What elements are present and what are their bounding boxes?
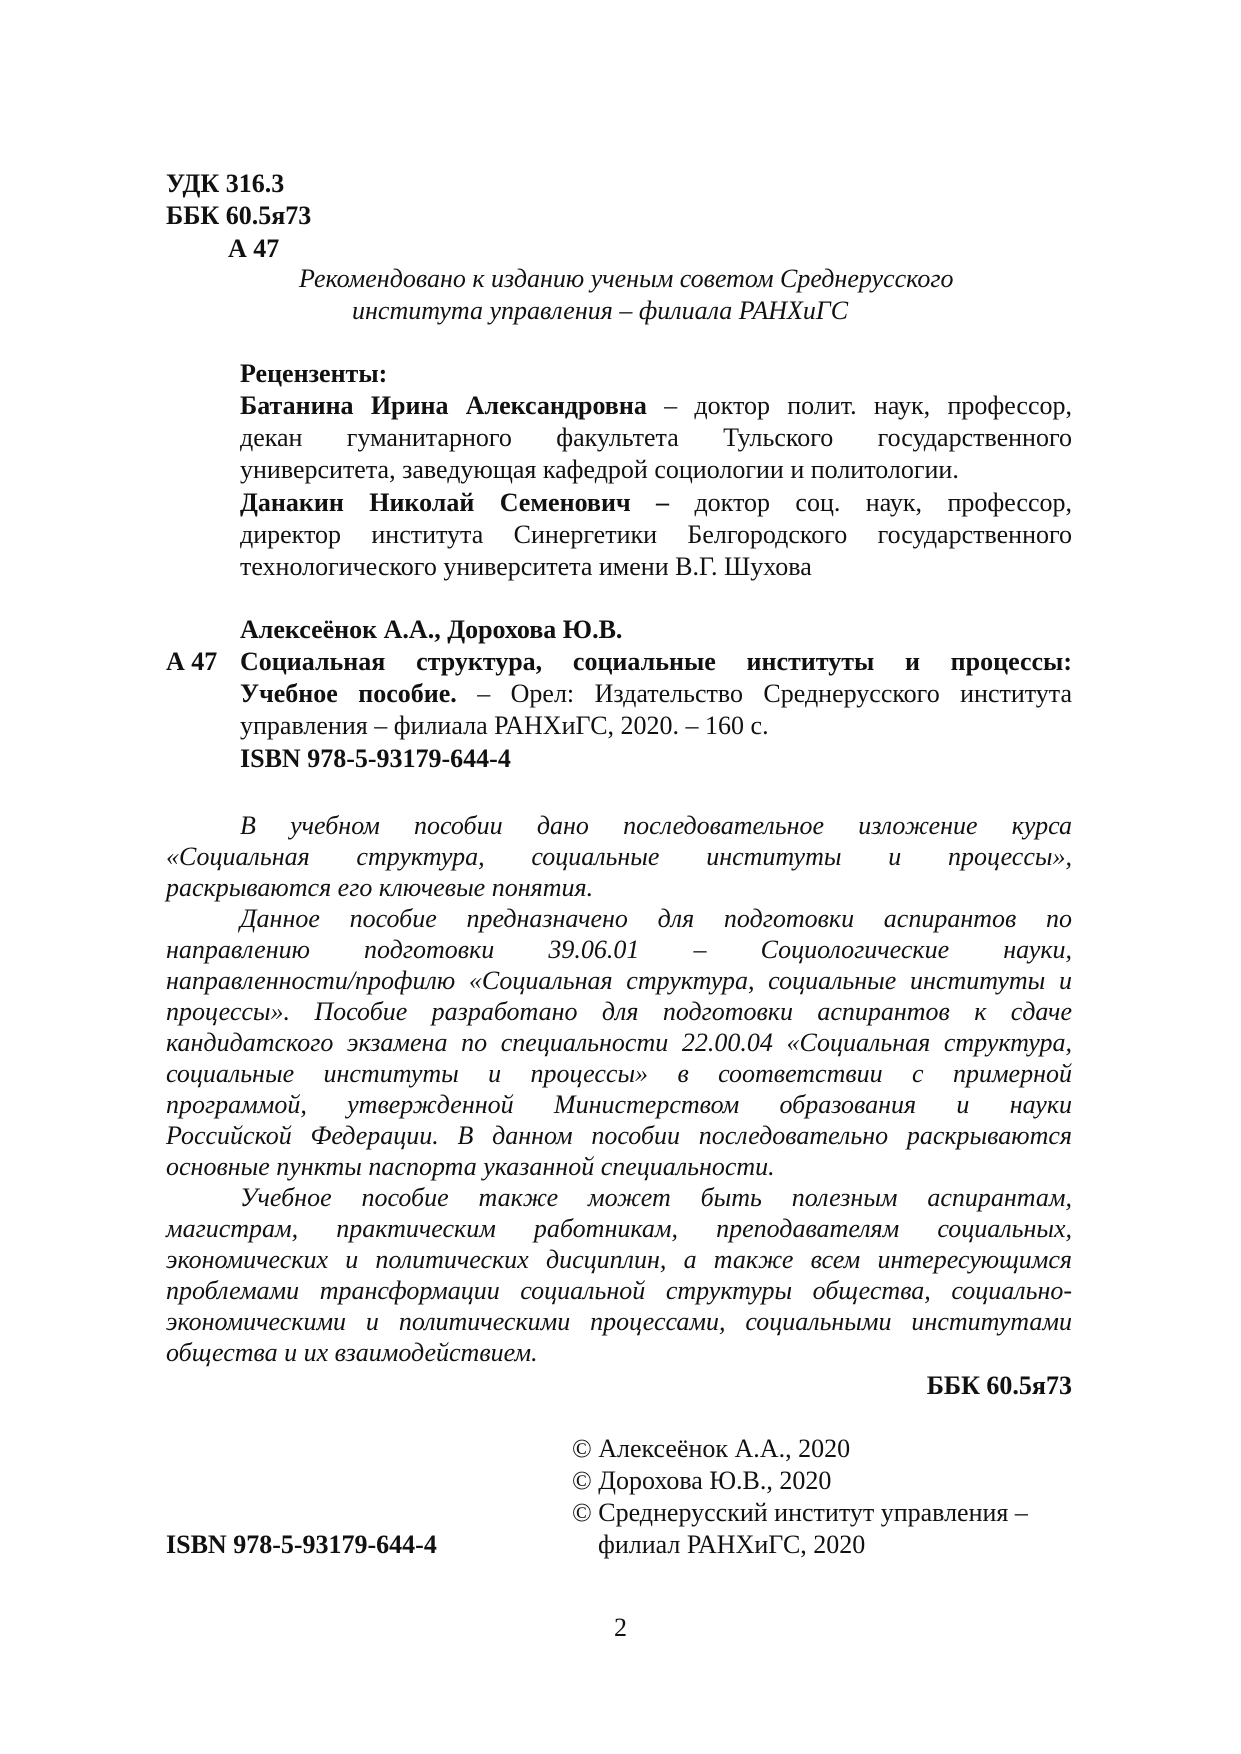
page-number: 2 bbox=[614, 1613, 627, 1642]
annotation-p1-line: «Социальная структура, социальные институты и процессы», bbox=[166, 842, 1072, 871]
annotation-p1-line: В учебном пособии дано последовательное изложение курса bbox=[240, 811, 1072, 840]
reviewers-heading: Рецензенты: bbox=[240, 359, 388, 388]
reviewer-1-line-3: университета, заведующая кафедрой социологии и политологии. bbox=[240, 455, 959, 484]
annotation-p2-line: программой, утвержденной Министерством образования и науки bbox=[166, 1090, 1072, 1119]
bibliography-line-3: управления – филиала РАНХиГС, 2020. – 160 с. bbox=[240, 711, 769, 740]
bibliography-title-line-2 bbox=[240, 678, 1072, 710]
reviewer-1-line-1 bbox=[240, 390, 1072, 422]
bbk-code-bottom: ББК 60.5я73 bbox=[926, 1371, 1072, 1400]
reviewer-2-line-1 bbox=[240, 487, 1072, 519]
annotation-p2-line: направленности/профилю «Социальная структура, социальные институты и bbox=[166, 966, 1072, 995]
reviewer-1-title: – доктор полит. наук, профессор, bbox=[646, 391, 1072, 420]
reviewer-2-name: Данакин Николай Семенович – bbox=[240, 488, 670, 517]
annotation-p2-line: социальные институты и процессы» в соответствии с примерной bbox=[166, 1059, 1072, 1088]
reviewer-2-title: доктор соц. наук, профессор, bbox=[669, 488, 1072, 517]
recommendation-line-2: института управления – филиала РАНХиГС bbox=[352, 296, 849, 325]
annotation-p3-line: проблемами трансформации социальной структуры общества, социально- bbox=[166, 1276, 1072, 1305]
recommendation-line-1: Рекомендовано к изданию ученым советом Среднерусского bbox=[299, 264, 954, 293]
udk-code: УДК 316.3 bbox=[166, 169, 285, 198]
bibliography-isbn: ISBN 978-5-93179-644-4 bbox=[240, 744, 511, 773]
author-mark: А 47 bbox=[228, 234, 280, 263]
annotation-p2-line: процессы». Пособие разработано для подготовки аспирантов к сдаче bbox=[166, 997, 1072, 1026]
annotation-p2-line: кандидатского экзамена по специальности 22.00.04 «Социальная структура, bbox=[166, 1028, 1072, 1057]
reviewer-2-line-3: технологического университета имени В.Г. Шухова bbox=[240, 552, 812, 581]
isbn-bottom: ISBN 978-5-93179-644-4 bbox=[166, 1530, 437, 1559]
annotation-p3-line: экономических и политических дисциплин, а также всем интересующимся bbox=[166, 1245, 1072, 1274]
annotation-p1-line: раскрываются его ключевые понятия. bbox=[166, 873, 594, 902]
copyright-line: филиал РАНХиГС, 2020 bbox=[598, 1530, 866, 1559]
bibliography-title-type: Учебное пособие. bbox=[240, 679, 457, 708]
annotation-p2-line: Российской Федерации. В данном пособии последовательно раскрываются bbox=[166, 1121, 1072, 1150]
bbk-code: ББК 60.5я73 bbox=[166, 201, 312, 230]
annotation-p3-line: общества и их взаимодействием. bbox=[166, 1338, 538, 1367]
annotation-p2-line: основные пункты паспорта указанной специальности. bbox=[166, 1152, 775, 1181]
bibliography-publisher: – Орел: Издательство Среднерусского института bbox=[456, 679, 1072, 708]
reviewer-2-line-2: директор института Синергетики Белгородского государственного bbox=[240, 520, 1072, 549]
bibliography-authors: Алексеёнок А.А., Дорохова Ю.В. bbox=[240, 615, 623, 644]
bibliography-author-mark: А 47 bbox=[166, 647, 218, 676]
reviewer-1-line-2: декан гуманитарного факультета Тульского государственного bbox=[240, 423, 1072, 452]
annotation-p3-line: магистрам, практическим работникам, преподавателям социальных, bbox=[166, 1214, 1072, 1243]
copyright-line: © Дорохова Ю.В., 2020 bbox=[572, 1466, 832, 1495]
bibliography-title-line-1: Социальная структура, социальные институты и процессы: bbox=[240, 647, 1072, 676]
annotation-p2-line: Данное пособие предназначено для подготовки аспирантов по bbox=[240, 904, 1072, 933]
copyright-line: © Среднерусский институт управления – bbox=[572, 1498, 1028, 1527]
annotation-p2-line: направлению подготовки 39.06.01 – Социологические науки, bbox=[166, 935, 1072, 964]
copyright-line: © Алексеёнок А.А., 2020 bbox=[572, 1434, 851, 1463]
annotation-p3-line: Учебное пособие также может быть полезным аспирантам, bbox=[240, 1183, 1072, 1212]
annotation-p3-line: экономическими и политическими процессами, социальными институтами bbox=[166, 1307, 1072, 1336]
reviewer-1-name: Батанина Ирина Александровна bbox=[240, 391, 647, 420]
